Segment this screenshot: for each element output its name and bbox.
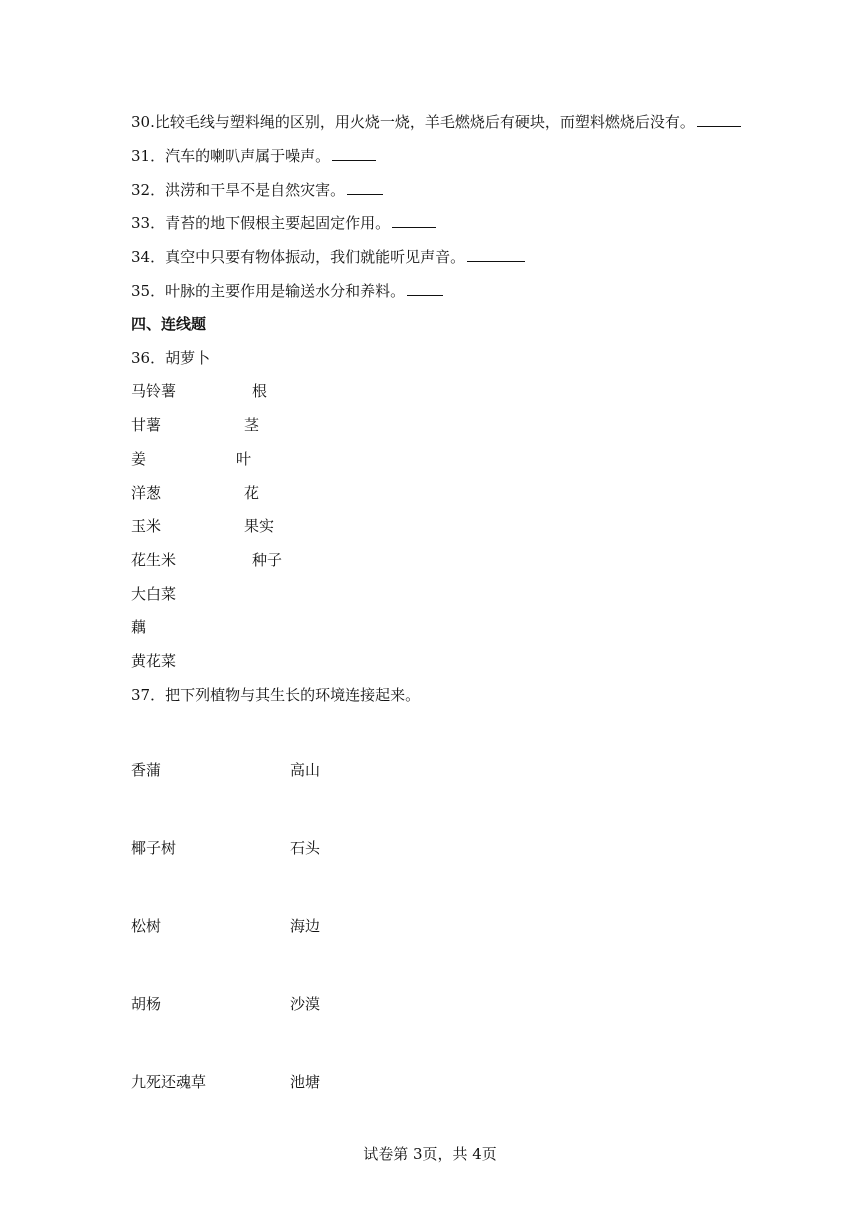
q36-left-item[interactable]: 洋葱 (131, 484, 162, 502)
q36-left-item[interactable]: 大白菜 (131, 585, 177, 603)
answer-blank[interactable] (347, 180, 383, 195)
question-number: 31． (131, 147, 166, 165)
q37-right-item[interactable]: 海边 (290, 917, 321, 935)
question-text: 叶脉的主要作用是输送水分和养料。 (165, 282, 406, 300)
answer-blank[interactable] (407, 281, 443, 296)
q37-right-item[interactable]: 池塘 (290, 1073, 321, 1091)
q37-left-item[interactable]: 松树 (131, 917, 162, 935)
q36-right-item[interactable]: 根 (252, 382, 268, 400)
q37-left-item[interactable]: 九死还魂草 (131, 1073, 207, 1091)
page-footer: 试卷第 3页，共 4页 (363, 1145, 497, 1163)
question-32 (131, 180, 383, 200)
question-35 (131, 281, 443, 301)
question-31 (131, 146, 376, 166)
question-33 (131, 213, 436, 233)
question-text: 洪涝和干旱不是自然灾害。 (165, 181, 346, 199)
q37-left-item[interactable]: 胡杨 (131, 995, 162, 1013)
q36-left-item[interactable]: 玉米 (131, 517, 162, 535)
q37-right-item[interactable]: 石头 (290, 839, 321, 857)
q36-left-item[interactable]: 甘薯 (131, 416, 162, 434)
q37-right-item[interactable]: 高山 (290, 761, 321, 779)
q36-right-item[interactable]: 果实 (244, 517, 275, 535)
question-text: 比较毛线与塑料绳的区别，用火烧一烧，羊毛燃烧后有硬块，而塑料燃烧后没有。 (154, 113, 695, 131)
question-text: 汽车的喇叭声属于噪声。 (165, 147, 331, 165)
question-36-title: 36．胡萝卜 (131, 349, 211, 367)
q36-right-item[interactable]: 叶 (236, 450, 252, 468)
question-number: 30. (131, 113, 155, 131)
question-number: 32． (131, 181, 166, 199)
q37-right-item[interactable]: 沙漠 (290, 995, 321, 1013)
question-number: 35． (131, 282, 166, 300)
section-title: 四、连线题 (131, 315, 207, 333)
question-number: 33． (131, 214, 166, 232)
q36-left-item[interactable]: 藕 (131, 618, 147, 636)
q36-left-item[interactable]: 姜 (131, 450, 147, 468)
answer-blank[interactable] (697, 112, 741, 127)
answer-blank[interactable] (332, 146, 376, 161)
answer-blank[interactable] (467, 247, 525, 262)
question-30 (131, 112, 741, 132)
question-text: 青苔的地下假根主要起固定作用。 (165, 214, 391, 232)
answer-blank[interactable] (392, 213, 436, 228)
q37-left-item[interactable]: 椰子树 (131, 839, 177, 857)
q36-left-item[interactable]: 花生米 (131, 551, 177, 569)
question-number: 34． (131, 248, 166, 266)
q36-left-item[interactable]: 马铃薯 (131, 382, 177, 400)
q36-right-item[interactable]: 种子 (252, 551, 283, 569)
question-text: 真空中只要有物体振动，我们就能听见声音。 (165, 248, 466, 266)
q36-left-item[interactable]: 黄花菜 (131, 652, 177, 670)
q36-right-item[interactable]: 花 (244, 484, 260, 502)
q36-right-item[interactable]: 茎 (244, 416, 260, 434)
question-34 (131, 247, 525, 267)
q37-left-item[interactable]: 香蒲 (131, 761, 162, 779)
question-37-title: 37．把下列植物与其生长的环境连接起来。 (131, 686, 421, 704)
